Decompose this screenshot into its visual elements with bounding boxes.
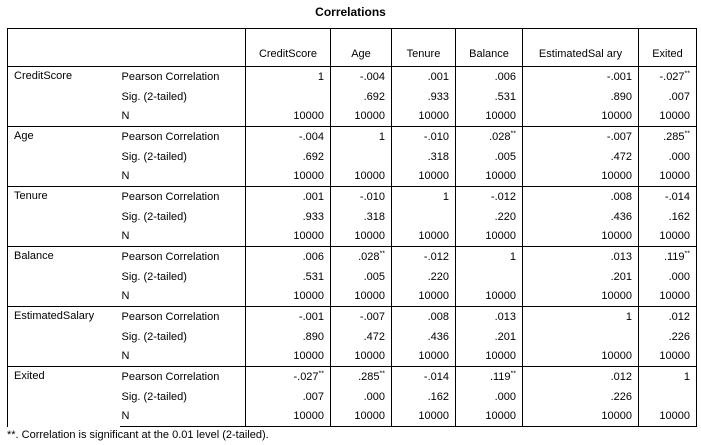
table-cell	[456, 167, 523, 187]
table-cell	[331, 247, 392, 267]
table-cell	[392, 147, 456, 167]
table-row	[8, 127, 697, 147]
statistic-label: N	[120, 347, 246, 367]
table-row	[8, 307, 697, 327]
cell-value: .436	[427, 330, 449, 343]
table-cell	[523, 207, 639, 227]
table-cell	[523, 127, 639, 147]
table-cell	[456, 227, 523, 247]
statistic-label: N	[120, 167, 246, 187]
table-cell	[523, 327, 639, 347]
statistic-label: Sig. (2-tailed)	[120, 327, 246, 347]
table-cell	[331, 127, 392, 147]
table-cell	[246, 287, 331, 307]
statistic-label: N	[120, 227, 246, 247]
table-cell	[331, 187, 392, 207]
table-cell	[456, 247, 523, 267]
cell-value: 10000	[293, 290, 324, 303]
table-cell	[392, 127, 456, 147]
table-row	[8, 67, 697, 87]
table-cell	[456, 127, 523, 147]
table-cell	[331, 227, 392, 247]
table-row	[8, 367, 697, 387]
table-cell	[523, 87, 639, 107]
table-cell	[331, 87, 392, 107]
table-cell	[246, 347, 331, 367]
table-cell	[392, 287, 456, 307]
table-cell	[639, 407, 697, 427]
table-cell	[456, 107, 523, 127]
table-cell	[246, 207, 331, 227]
cell-value: 10000	[418, 350, 449, 363]
row-variable-label: EstimatedSalary	[8, 307, 120, 367]
column-header: Age	[331, 29, 392, 67]
table-cell	[246, 407, 331, 427]
cell-value: .472	[363, 330, 385, 343]
cell-value: 10000	[485, 110, 516, 123]
table-cell	[331, 407, 392, 427]
row-variable-label: Tenure	[8, 187, 120, 247]
table-cell	[639, 227, 697, 247]
table-cell	[456, 327, 523, 347]
significance-marker: **	[379, 370, 385, 378]
significance-marker: **	[684, 130, 690, 138]
table-cell	[392, 227, 456, 247]
cell-value: 10000	[659, 350, 690, 363]
statistic-label: N	[120, 287, 246, 307]
cell-value: -.014	[664, 190, 690, 203]
table-cell	[331, 387, 392, 407]
table-cell	[523, 167, 639, 187]
cell-value: .028	[358, 250, 380, 263]
cell-value: 10000	[418, 170, 449, 183]
column-header: Exited	[639, 29, 697, 67]
table-cell	[639, 107, 697, 127]
cell-value: 10000	[601, 110, 632, 123]
table-cell	[523, 307, 639, 327]
cell-value: .692	[302, 150, 324, 163]
cell-value: 10000	[354, 350, 385, 363]
table-cell	[639, 127, 697, 147]
table-cell	[456, 147, 523, 167]
table-cell	[246, 127, 331, 147]
row-variable-label: Exited	[8, 367, 120, 427]
table-cell	[246, 307, 331, 327]
cell-value: 10000	[659, 170, 690, 183]
table-cell	[523, 287, 639, 307]
cell-value: .008	[610, 190, 632, 203]
cell-value: 10000	[659, 110, 690, 123]
cell-value: .012	[610, 370, 632, 383]
table-cell	[331, 147, 392, 167]
table-cell	[392, 347, 456, 367]
table-cell	[639, 367, 697, 387]
cell-value: .001	[302, 190, 324, 203]
table-cell	[392, 407, 456, 427]
table-cell	[456, 67, 523, 87]
cell-value: .007	[668, 90, 690, 103]
table-cell	[331, 347, 392, 367]
cell-value: .006	[302, 250, 324, 263]
cell-value: .119	[663, 250, 685, 263]
cell-value: .226	[668, 330, 690, 343]
cell-value: 10000	[659, 290, 690, 303]
cell-value: 10000	[418, 290, 449, 303]
statistic-label: Sig. (2-tailed)	[120, 147, 246, 167]
cell-value: 10000	[354, 110, 385, 123]
table-cell	[456, 367, 523, 387]
cell-value: .001	[427, 70, 449, 83]
cell-value: 10000	[418, 410, 449, 423]
cell-value: 1	[625, 310, 632, 323]
cell-value: .028	[489, 130, 511, 143]
statistic-label: Pearson Correlation	[120, 67, 246, 87]
table-cell	[523, 107, 639, 127]
table-cell	[523, 407, 639, 427]
table-cell	[246, 387, 331, 407]
table-cell	[639, 287, 697, 307]
statistic-label: Sig. (2-tailed)	[120, 87, 246, 107]
table-body	[8, 67, 697, 427]
cell-value: 10000	[293, 110, 324, 123]
cell-value: .162	[668, 210, 690, 223]
statistic-label: Pearson Correlation	[120, 187, 246, 207]
table-cell	[392, 187, 456, 207]
table-cell	[392, 67, 456, 87]
table-cell	[523, 267, 639, 287]
cell-value: 10000	[485, 410, 516, 423]
table-cell	[523, 227, 639, 247]
table-cell	[639, 207, 697, 227]
table-cell	[456, 207, 523, 227]
cell-value: .005	[363, 270, 385, 283]
table-cell	[392, 107, 456, 127]
table-cell	[331, 207, 392, 227]
table-cell	[639, 307, 697, 327]
table-cell	[639, 167, 697, 187]
footnote: **. Correlation is significant at the 0.01 level (2-tailed).	[7, 429, 269, 441]
table-cell	[639, 187, 697, 207]
table-cell	[392, 167, 456, 187]
table-cell	[392, 327, 456, 347]
cell-value: -.010	[423, 130, 449, 143]
table-cell	[523, 187, 639, 207]
significance-marker: **	[510, 130, 516, 138]
cell-value: -.007	[359, 310, 385, 323]
cell-value: .000	[363, 390, 385, 403]
cell-value: -.027	[659, 70, 685, 83]
table-cell	[639, 387, 697, 407]
cell-value: .285	[663, 130, 685, 143]
cell-value: .006	[494, 70, 516, 83]
statistic-label: Sig. (2-tailed)	[120, 207, 246, 227]
cell-value: 10000	[293, 170, 324, 183]
statistic-label: Pearson Correlation	[120, 367, 246, 387]
cell-value: .890	[302, 330, 324, 343]
cell-value: .318	[363, 210, 385, 223]
cell-value: 10000	[601, 290, 632, 303]
cell-value: -.001	[298, 310, 324, 323]
cell-value: 1	[317, 70, 324, 83]
statistic-label: Pearson Correlation	[120, 307, 246, 327]
cell-value: .201	[494, 330, 516, 343]
cell-value: .162	[427, 390, 449, 403]
cell-value: -.004	[298, 130, 324, 143]
statistic-label: N	[120, 407, 246, 427]
table-cell	[392, 87, 456, 107]
column-header: Tenure	[392, 29, 456, 67]
cell-value: 10000	[354, 410, 385, 423]
row-variable-label: Balance	[8, 247, 120, 307]
cell-value: .285	[358, 370, 380, 383]
statistic-label: Pearson Correlation	[120, 247, 246, 267]
cell-value: 10000	[601, 170, 632, 183]
column-header: CreditScore	[246, 29, 331, 67]
cell-value: 1	[442, 190, 449, 203]
table-cell	[523, 67, 639, 87]
table-cell	[392, 267, 456, 287]
cell-value: -.012	[423, 250, 449, 263]
statistic-label: Sig. (2-tailed)	[120, 387, 246, 407]
table-cell	[639, 147, 697, 167]
table-cell	[456, 267, 523, 287]
table-cell	[456, 347, 523, 367]
significance-marker: **	[510, 370, 516, 378]
table-cell	[456, 187, 523, 207]
header-row	[8, 29, 697, 67]
statistic-label: N	[120, 107, 246, 127]
cell-value: -.010	[359, 190, 385, 203]
significance-marker: **	[318, 370, 324, 378]
row-variable-label: Age	[8, 127, 120, 187]
column-header: EstimatedSal ary	[523, 29, 639, 67]
table-cell	[456, 407, 523, 427]
table-cell	[246, 107, 331, 127]
cell-value: .012	[668, 310, 690, 323]
table-cell	[639, 327, 697, 347]
table-cell	[639, 247, 697, 267]
cell-value: .318	[427, 150, 449, 163]
table-cell	[456, 387, 523, 407]
table-cell	[246, 227, 331, 247]
cell-value: .013	[494, 310, 516, 323]
cell-value: 1	[683, 370, 690, 383]
cell-value: .000	[668, 150, 690, 163]
column-header: Balance	[456, 29, 523, 67]
table-cell	[246, 327, 331, 347]
table-cell	[331, 107, 392, 127]
table-cell	[246, 87, 331, 107]
cell-value: 10000	[293, 350, 324, 363]
table-cell	[331, 307, 392, 327]
table-cell	[456, 87, 523, 107]
significance-marker: **	[379, 250, 385, 258]
table-cell	[392, 387, 456, 407]
table-row	[8, 187, 697, 207]
table-cell	[246, 267, 331, 287]
table-cell	[639, 347, 697, 367]
cell-value: 10000	[601, 410, 632, 423]
cell-value: 10000	[293, 410, 324, 423]
cell-value: 10000	[354, 170, 385, 183]
cell-value: .000	[494, 390, 516, 403]
table-cell	[246, 167, 331, 187]
table-cell	[639, 67, 697, 87]
cell-value: .226	[610, 390, 632, 403]
table-cell	[331, 67, 392, 87]
table-cell	[331, 267, 392, 287]
cell-value: .000	[668, 270, 690, 283]
correlations-table	[7, 28, 697, 427]
cell-value: .119	[489, 370, 511, 383]
significance-marker: **	[684, 70, 690, 78]
cell-value: .472	[610, 150, 632, 163]
table-cell	[331, 287, 392, 307]
statistic-label: Sig. (2-tailed)	[120, 267, 246, 287]
cell-value: 10000	[659, 410, 690, 423]
cell-value: .933	[302, 210, 324, 223]
table-cell	[246, 247, 331, 267]
table-cell	[456, 307, 523, 327]
cell-value: 10000	[659, 230, 690, 243]
cell-value: -.004	[359, 70, 385, 83]
cell-value: 1	[378, 130, 385, 143]
row-variable-label: CreditScore	[8, 67, 120, 127]
cell-value: .013	[610, 250, 632, 263]
cell-value: -.027	[293, 370, 319, 383]
cell-value: .201	[610, 270, 632, 283]
cell-value: 10000	[485, 290, 516, 303]
cell-value: .220	[427, 270, 449, 283]
cell-value: 1	[509, 250, 516, 263]
cell-value: .531	[302, 270, 324, 283]
table-cell	[246, 187, 331, 207]
cell-value: .005	[494, 150, 516, 163]
cell-value: .220	[494, 210, 516, 223]
cell-value: .008	[427, 310, 449, 323]
table-cell	[456, 287, 523, 307]
table-cell	[331, 167, 392, 187]
cell-value: .436	[610, 210, 632, 223]
cell-value: -.012	[490, 190, 516, 203]
table-title: Correlations	[315, 5, 386, 19]
cell-value: -.007	[606, 130, 632, 143]
cell-value: 10000	[601, 350, 632, 363]
cell-value: 10000	[485, 230, 516, 243]
table-cell	[246, 67, 331, 87]
header-corner	[8, 29, 120, 67]
table-cell	[331, 327, 392, 347]
cell-value: 10000	[485, 350, 516, 363]
table-row	[8, 247, 697, 267]
cell-value: .007	[302, 390, 324, 403]
table-cell	[331, 367, 392, 387]
cell-value: 10000	[418, 230, 449, 243]
table-cell	[392, 307, 456, 327]
cell-value: 10000	[601, 230, 632, 243]
cell-value: -.014	[423, 370, 449, 383]
table-cell	[246, 147, 331, 167]
table-cell	[523, 147, 639, 167]
table-cell	[523, 247, 639, 267]
cell-value: 10000	[418, 110, 449, 123]
table-cell	[639, 87, 697, 107]
cell-value: -.001	[606, 70, 632, 83]
cell-value: .890	[610, 90, 632, 103]
table-cell	[246, 367, 331, 387]
cell-value: 10000	[293, 230, 324, 243]
cell-value: 10000	[354, 230, 385, 243]
table-cell	[639, 267, 697, 287]
table-cell	[392, 367, 456, 387]
cell-value: 10000	[354, 290, 385, 303]
table-cell	[523, 367, 639, 387]
cell-value: 10000	[485, 170, 516, 183]
cell-value: .933	[427, 90, 449, 103]
statistic-label: Pearson Correlation	[120, 127, 246, 147]
cell-value: .692	[363, 90, 385, 103]
table-cell	[523, 387, 639, 407]
table-cell	[523, 347, 639, 367]
table-cell	[392, 207, 456, 227]
significance-marker: **	[684, 250, 690, 258]
cell-value: .531	[494, 90, 516, 103]
header-corner-stat	[120, 29, 246, 67]
table-cell	[392, 247, 456, 267]
